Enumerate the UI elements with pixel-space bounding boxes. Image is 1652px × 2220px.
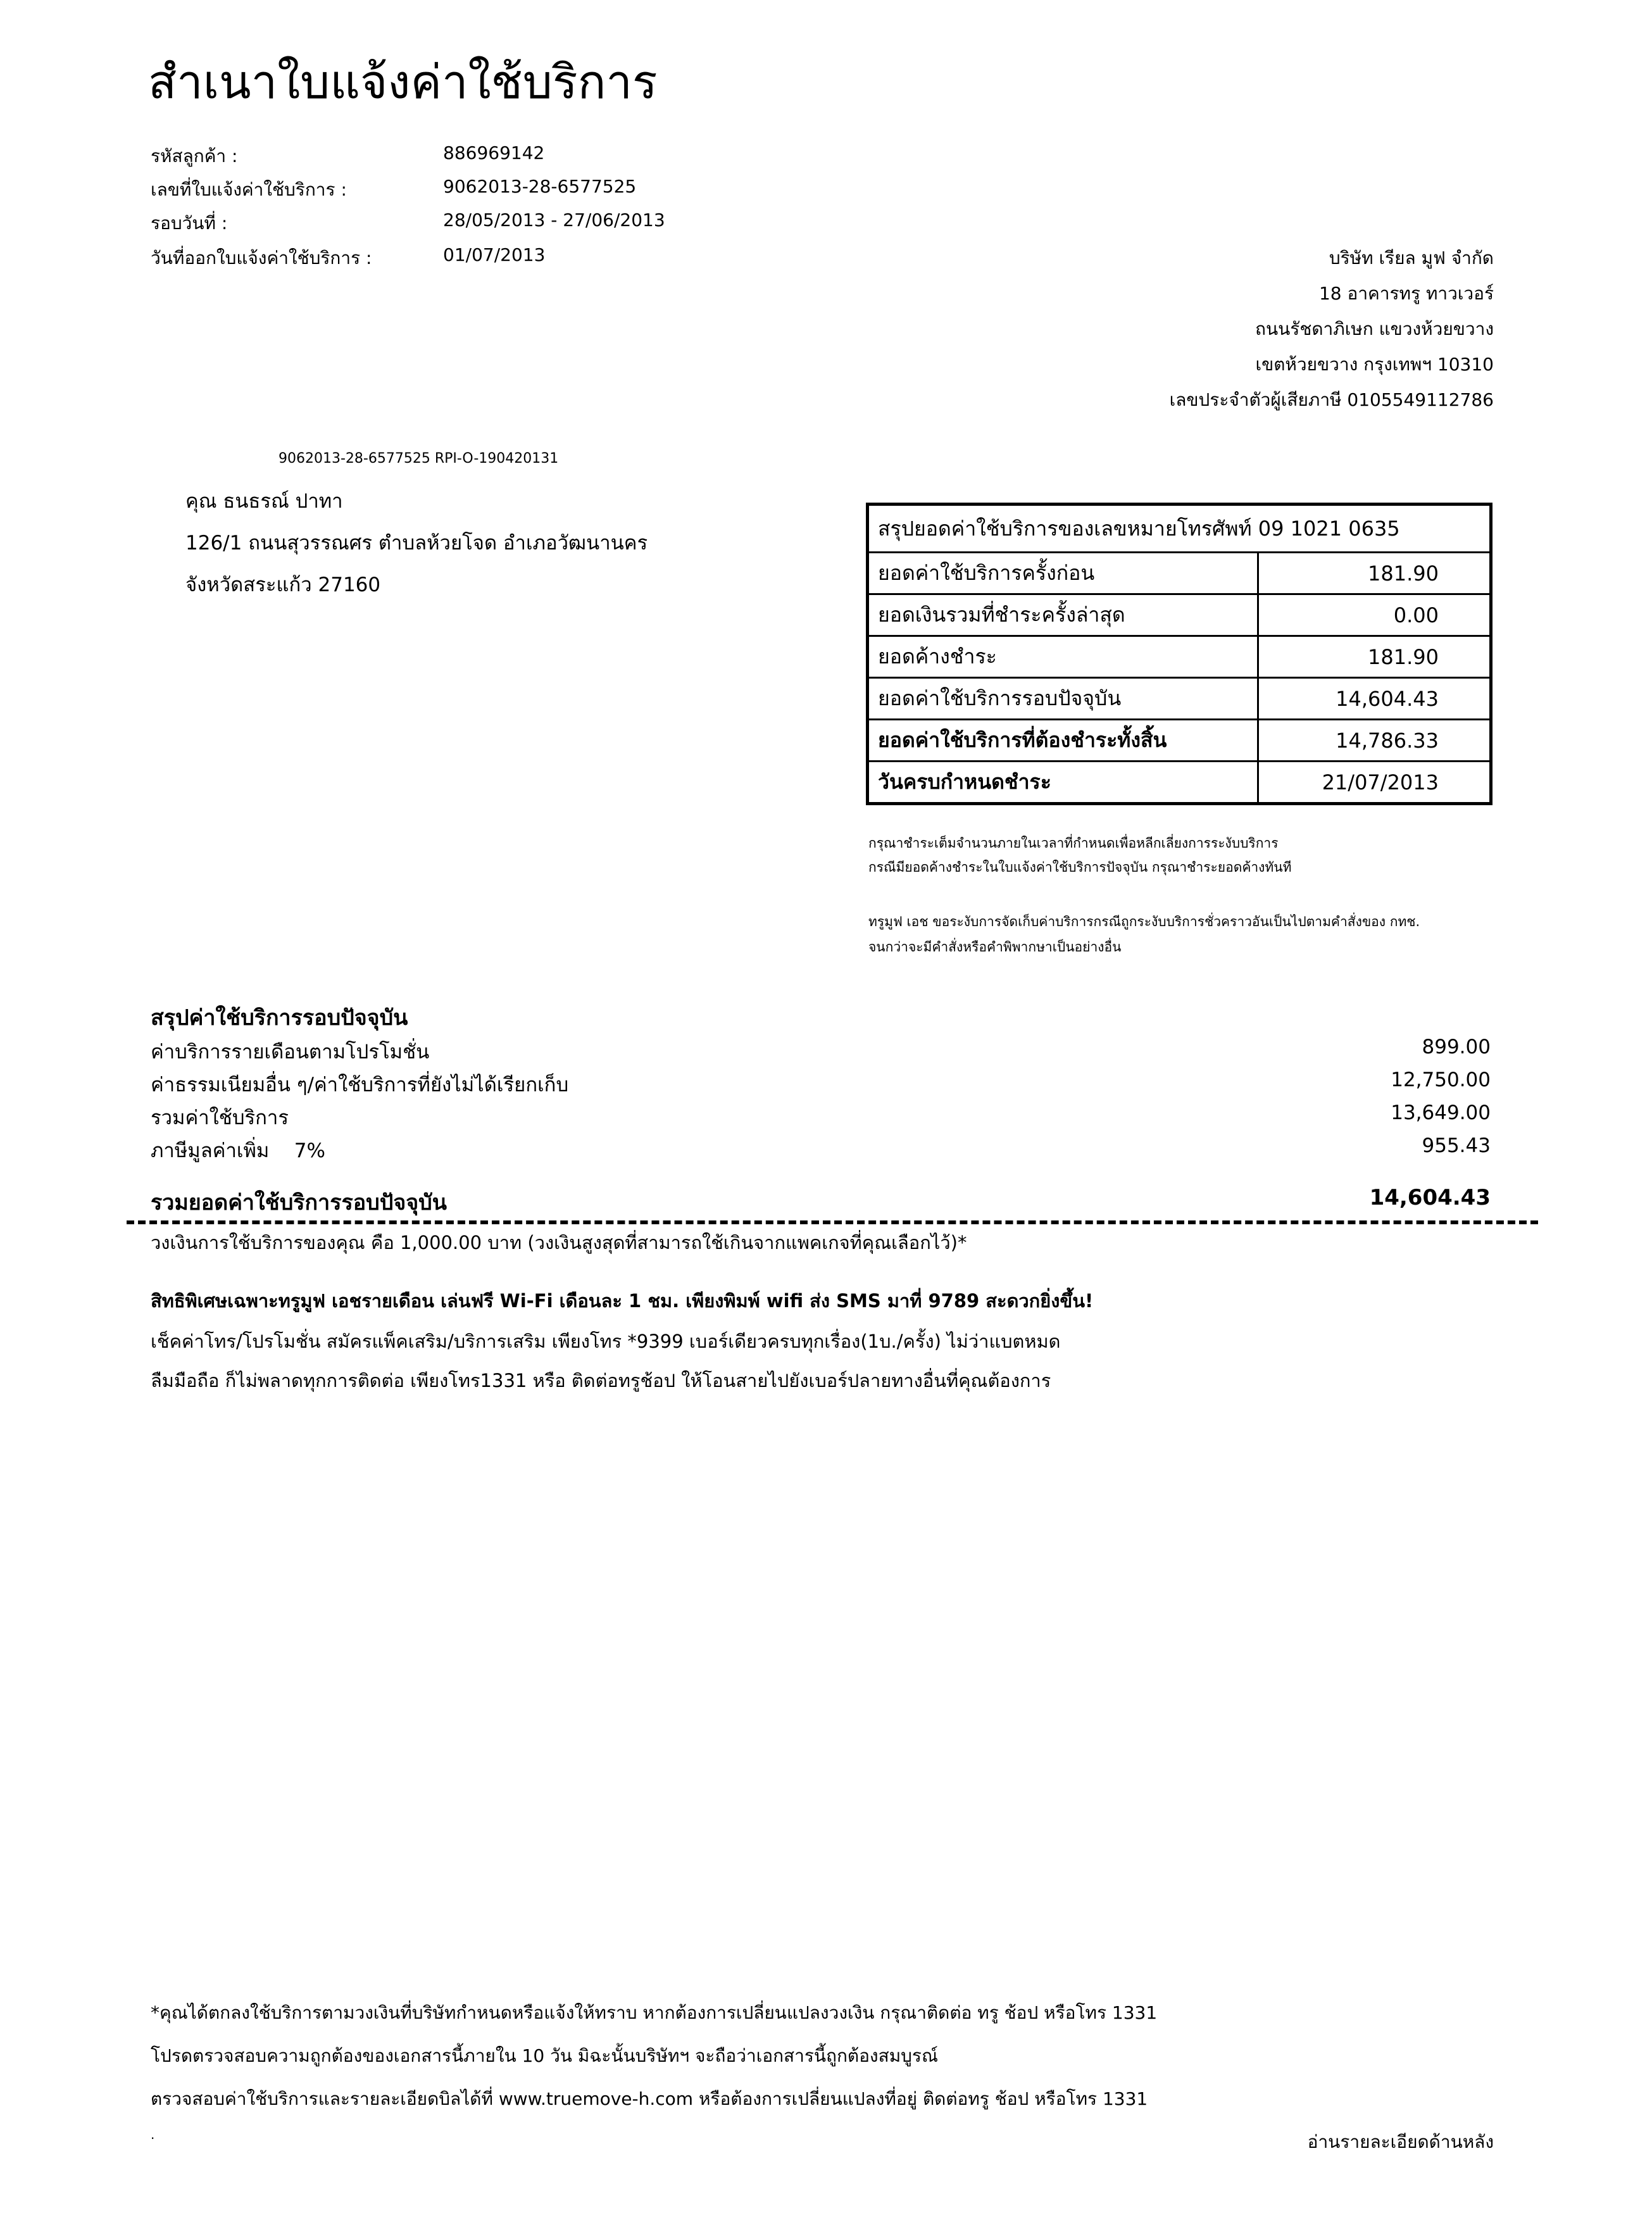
row-value: 21/07/2013 <box>1258 762 1491 804</box>
summary-header: สรุปยอดค่าใช้บริการของเลขหมายโทรศัพท์ 09 1021 0635 <box>868 505 1491 553</box>
row-label: วันครบกำหนดชำระ <box>868 762 1258 804</box>
table-row <box>868 678 1491 720</box>
invoice-number-label: เลขที่ใบแจ้งค่าใช้บริการ : <box>151 179 347 200</box>
invoice-number-value: 9062013-28-6577525 <box>443 176 637 197</box>
table-row <box>868 636 1491 678</box>
company-address-line: 18 อาคารทรู ทาวเวอร์ <box>1318 283 1494 304</box>
row-value: 181.90 <box>1258 636 1491 678</box>
customer-id-value: 886969142 <box>443 142 545 163</box>
footer-line: โปรดตรวจสอบความถูกต้องของเอกสารนี้ภายใน 10 วัน มิฉะนั้นบริษัทฯ จะถือว่าเอกสารนี้ถูกต้องสมบูรณ์ <box>151 2045 938 2066</box>
issue-date-value: 01/07/2013 <box>443 244 546 265</box>
promo-line: เช็คค่าโทร/โปรโมชั่น สมัครแพ็คเสริม/บริการเสริม เพียงโทร *9399 เบอร์เดียวครบทุกเรื่อง(1บ./ครั้ง) ไม่ว่าแบตหมด <box>151 1331 1061 1352</box>
row-label: ยอดค่าใช้บริการรอบปัจจุบัน <box>868 678 1258 720</box>
total-value: 14,604.43 <box>1369 1185 1491 1210</box>
read-more-note: อ่านรายละเอียดด้านหลัง <box>1307 2131 1494 2152</box>
payment-note: กรุณาชำระเต็มจำนวนภายในเวลาที่กำหนดเพื่อหลีกเลี่ยงการระงับบริการ <box>868 836 1279 851</box>
charge-value: 12,750.00 <box>1391 1069 1491 1091</box>
billing-cycle-label: รอบวันที่ : <box>151 213 228 234</box>
table-row <box>868 762 1491 804</box>
table-row <box>868 720 1491 762</box>
reference-code: 9062013-28-6577525 RPI-O-190420131 <box>278 451 559 467</box>
credit-limit-note: วงเงินการใช้บริการของคุณ คือ 1,000.00 บาท (วงเงินสูงสุดที่สามารถใช้เกินจากแพคเกจที่คุณเลือกไว้)* <box>151 1232 967 1253</box>
row-value: 14,604.43 <box>1258 678 1491 720</box>
charge-value: 899.00 <box>1422 1036 1491 1058</box>
table-header-row <box>868 505 1491 553</box>
table-row <box>868 553 1491 594</box>
billing-cycle-value: 28/05/2013 - 27/06/2013 <box>443 210 665 230</box>
row-label: ยอดค้างชำระ <box>868 636 1258 678</box>
payment-note: จนกว่าจะมีคำสั่งหรือคำพิพากษาเป็นอย่างอื่น <box>868 939 1122 955</box>
promo-line: ลืมมือถือ ก็ไม่พลาดทุกการติดต่อ เพียงโทร1331 หรือ ติดต่อทรูช้อป ให้โอนสายไปยังเบอร์ปลายทางอื่นที่คุณต้องการ <box>151 1370 1051 1391</box>
payment-note: ทรูมูฟ เอช ขอระงับการจัดเก็บค่าบริการกรณีถูกระงับบริการชั่วคราวอันเป็นไปตามคำสั่งของ กทช. <box>868 914 1420 929</box>
payment-note: กรณีมียอดค้างชำระในใบแจ้งค่าใช้บริการปัจจุบัน กรุณาชำระยอดค้างทันที <box>868 860 1292 875</box>
row-label: ยอดค่าใช้บริการที่ต้องชำระทั้งสิ้น <box>868 720 1258 762</box>
company-address-line: ถนนรัชดาภิเษก แขวงห้วยขวาง <box>1255 318 1494 339</box>
balance-summary-table <box>866 503 1492 805</box>
charge-label: รวมค่าใช้บริการ <box>151 1107 289 1129</box>
row-label: ยอดค่าใช้บริการครั้งก่อน <box>868 553 1258 594</box>
charges-section-title: สรุปค่าใช้บริการรอบปัจจุบัน <box>151 1005 408 1031</box>
company-address-line: เขตห้วยขวาง กรุงเทพฯ 10310 <box>1255 354 1494 375</box>
charge-value: 955.43 <box>1422 1134 1491 1157</box>
footer-line: ตรวจสอบค่าใช้บริการและรายละเอียดบิลได้ที่ www.truemove-h.com หรือต้องการเปลี่ยนแปลงที่อยู่ ติดต่อทรู ช้อป หรือโทร 1331 <box>151 2088 1148 2109</box>
charge-label: ค่าธรรมเนียมอื่น ๆ/ค่าใช้บริการที่ยังไม่ได้เรียกเก็บ <box>151 1074 569 1096</box>
document-title: สำเนาใบแจ้งค่าใช้บริการ <box>148 55 658 110</box>
customer-address-line: 126/1 ถนนสุวรรณศร ตำบลห้วยโจด อำเภอวัฒนานคร <box>185 532 648 555</box>
charge-label: ภาษีมูลค่าเพิ่ม 7% <box>151 1139 325 1162</box>
customer-name: คุณ ธนธรณ์ ปาทา <box>185 490 343 513</box>
issue-date-label: วันที่ออกใบแจ้งค่าใช้บริการ : <box>151 248 372 268</box>
customer-id-label: รหัสลูกค้า : <box>151 146 238 166</box>
promo-headline: สิทธิพิเศษเฉพาะทรูมูฟ เอชรายเดือน เล่นฟรี Wi-Fi เดือนละ 1 ชม. เพียงพิมพ์ wifi ส่ง SMS มาที่ 9789 สะดวกยิ่งขึ้น! <box>151 1290 1094 1312</box>
total-label: รวมยอดค่าใช้บริการรอบปัจจุบัน <box>151 1190 447 1215</box>
charge-label: ค่าบริการรายเดือนตามโปรโมชั่น <box>151 1041 430 1063</box>
table-row <box>868 594 1491 636</box>
row-value: 0.00 <box>1258 594 1491 636</box>
customer-address-line: จังหวัดสระแก้ว 27160 <box>185 574 381 596</box>
row-label: ยอดเงินรวมที่ชำระครั้งล่าสุด <box>868 594 1258 636</box>
footer-dot: . <box>151 2127 155 2142</box>
row-value: 14,786.33 <box>1258 720 1491 762</box>
row-value: 181.90 <box>1258 553 1491 594</box>
company-name: บริษัท เรียล มูฟ จำกัด <box>1329 248 1494 268</box>
footer-line: *คุณได้ตกลงใช้บริการตามวงเงินที่บริษัทกำหนดหรือแจ้งให้ทราบ หากต้องการเปลี่ยนแปลงวงเงิน กรุณาติดต่อ ทรู ช้อป หรือโทร 1331 <box>151 2002 1158 2023</box>
charge-value: 13,649.00 <box>1391 1101 1491 1124</box>
dashed-divider <box>127 1220 1538 1224</box>
company-tax-id: เลขประจำตัวผู้เสียภาษี 0105549112786 <box>1169 389 1494 410</box>
